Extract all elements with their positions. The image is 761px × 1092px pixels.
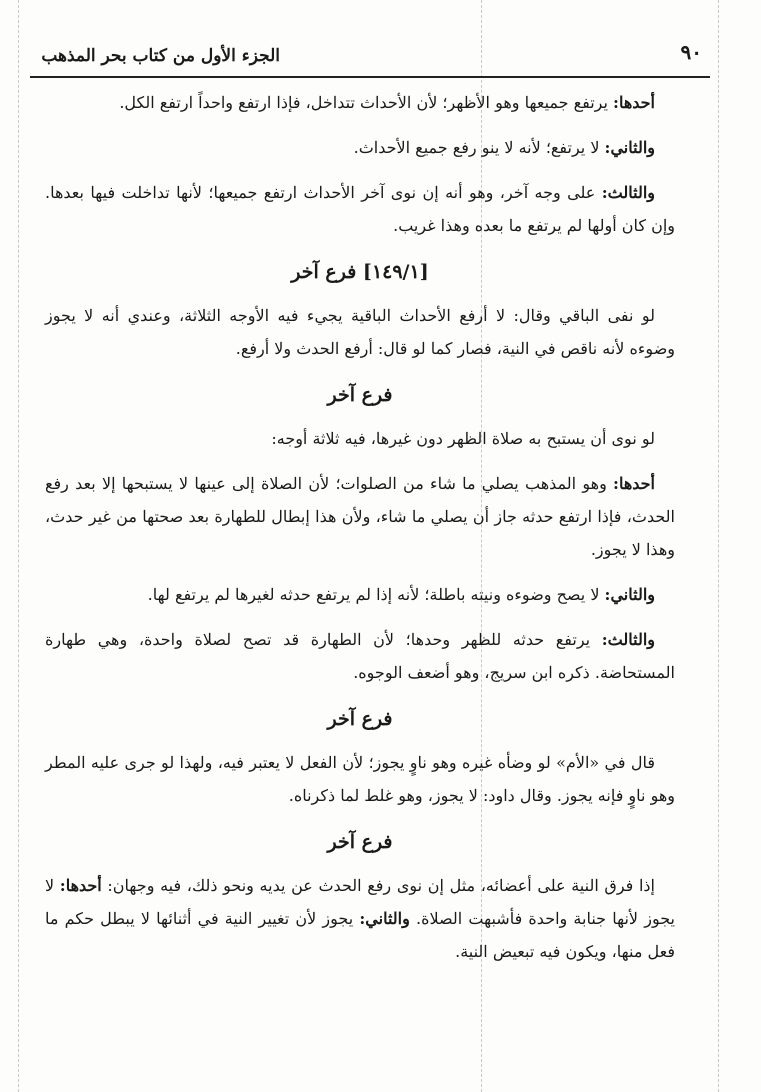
paragraph <box>45 467 675 566</box>
scan-fold-line-left <box>18 0 19 1092</box>
paragraph-lead: أحدها: <box>59 876 102 895</box>
paragraph <box>45 869 675 968</box>
paragraph <box>45 131 675 164</box>
paragraph-lead: والثاني: <box>604 138 655 157</box>
paragraph-lead: أحدها: <box>613 474 655 493</box>
paragraph-text: لا يجوز لأنها جنابة واحدة فأشبهت الصلاة. <box>45 876 676 928</box>
scan-fold-line-right <box>718 0 719 1092</box>
paragraph-text: لا يرتفع؛ لأنه لا ينو رفع جميع الأحداث. <box>353 138 605 157</box>
section-heading: [١٤٩/١] فرع آخر <box>291 261 429 283</box>
section-heading: فرع آخر <box>327 384 393 406</box>
paragraph-text: لو نفى الباقي وقال: لا أرفع الأحداث الباقية يجيء فيه الأوجه الثلاثة، وعندي أنه لا يجوز وضوءه لأنه ناقص في النية، فصار كما لو قال: أرفع الحدث ولا أرفع. <box>45 306 675 358</box>
paragraph-text: يجوز لأن تغيير النية في أثنائها لا يبطل حكم ما فعل منها، ويكون فيه تبعيض النية. <box>45 909 675 961</box>
running-header <box>30 36 710 78</box>
paragraph-lead: والثالث: <box>601 630 655 649</box>
paragraph-lead: والثاني: <box>604 585 655 604</box>
running-title: الجزء الأول من كتاب بحر المذهب <box>41 46 280 66</box>
paragraph-text: يرتفع جميعها وهو الأظهر؛ لأن الأحداث تتداخل، فإذا ارتفع واحداً ارتفع الكل. <box>119 93 614 112</box>
section-heading: فرع آخر <box>327 831 393 853</box>
paragraph-lead: أحدها: <box>613 93 655 112</box>
paragraph-text: لو نوى أن يستبح به صلاة الظهر دون غيرها، فيه ثلاثة أوجه: <box>271 429 655 448</box>
paragraph <box>45 299 675 365</box>
paragraph-lead: والثاني: <box>359 909 410 928</box>
paragraph <box>45 176 675 242</box>
paragraph-text: لا يصح وضوءه ونيته باطلة؛ لأنه إذا لم يرتفع حدثه لغيرها لم يرتفع لها. <box>147 585 605 604</box>
paragraph <box>45 578 675 611</box>
section-heading: فرع آخر <box>327 708 393 730</box>
paragraph <box>45 86 675 119</box>
paragraph <box>45 746 675 812</box>
paragraph-text: يرتفع حدثه للظهر وحدها؛ لأن الطهارة قد تصح لصلاة واحدة، وهي طهارة المستحاضة. ذكره ابن سريج، وهو أضعف الوجوه. <box>45 630 675 682</box>
paragraph-text: إذا فرق النية على أعضائه، مثل إن نوى رفع الحدث عن يديه ونحو ذلك، فيه وجهان: <box>101 876 655 895</box>
page-number: ٩٠ <box>680 40 702 64</box>
paragraph <box>45 623 675 689</box>
paragraph <box>45 422 675 455</box>
main-text <box>45 86 675 980</box>
paragraph-lead: والثالث: <box>601 183 656 202</box>
paragraph-text: على وجه آخر، وهو أنه إن نوى آخر الأحداث ارتفع جميعها؛ لأنها تداخلت فيها بعدها. وإن كان أولها لم يرتفع ما بعده وهذا غريب. <box>45 183 675 235</box>
paragraph-text: وهو المذهب يصلي ما شاء من الصلوات؛ لأن الصلاة إلى عينها لا يستبحها إلا بعد رفع الحدث، فإذا ارتفع حدثه جاز أن يصلي ما شاء، ولأن هذا إبطال للطهارة بعد صحتها من غير حدث، وهذا لا يجوز. <box>45 474 675 559</box>
paragraph-text: قال في «الأم» لو وضأه غيره وهو ناوٍ يجوز؛ لأن الفعل لا يعتبر فيه، ولهذا لو جرى عليه المطر وهو ناوٍ فإنه يجوز. وقال داود: لا يجوز، وهو غلط لما ذكرناه. <box>45 753 675 805</box>
